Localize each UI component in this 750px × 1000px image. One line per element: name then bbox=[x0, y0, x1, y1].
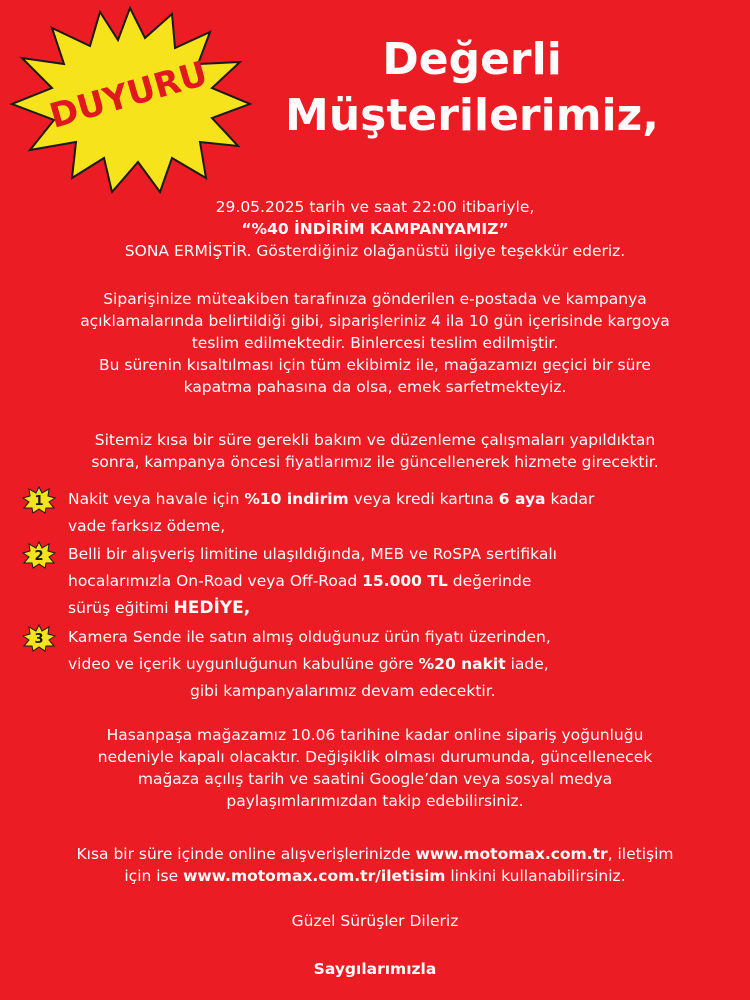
list-text: hocalarımızla On-Road veya Off-Road bbox=[68, 572, 363, 590]
list-item-line bbox=[68, 568, 531, 594]
maintenance-line-2: sonra, kampanya öncesi fiyatlarımız ile güncellenerek hizmete girecektir. bbox=[91, 453, 659, 471]
number-badge-icon bbox=[22, 486, 56, 514]
list-text: iade, bbox=[505, 655, 549, 673]
campaign-name: “%40 İNDİRİM KAMPANYAMIZ” bbox=[241, 220, 509, 238]
list-item-line bbox=[68, 486, 594, 512]
list-text: sürüş eğitimi bbox=[68, 599, 174, 617]
list-item-line: Kamera Sende ile satın almış olduğunuz ürün fiyatı üzerinden, bbox=[68, 628, 551, 646]
installment-highlight: 6 aya bbox=[498, 490, 546, 508]
discount-highlight: %10 indirim bbox=[244, 490, 349, 508]
store-line-4: paylaşımlarımızdan takip edebilirsiniz. bbox=[226, 792, 524, 810]
shipping-line-3: teslim edilmektedir. Binlercesi teslim edilmiştir. bbox=[191, 334, 559, 352]
number-badge-icon bbox=[22, 541, 56, 569]
store-line-1: Hasanpaşa mağazamız 10.06 tarihine kadar online sipariş yoğunluğu bbox=[106, 726, 644, 744]
list-text: veya kredi kartına bbox=[348, 490, 499, 508]
intro-line-1: 29.05.2025 tarih ve saat 22:00 itibariyle, bbox=[215, 198, 535, 216]
duyuru-badge-text: DUYURU bbox=[45, 53, 212, 137]
number-badge-text: 3 bbox=[34, 632, 44, 647]
number-badge-text: 1 bbox=[34, 494, 44, 509]
list-text: video ve içerik uygunluğunun kabulüne göre bbox=[68, 655, 419, 673]
contact-link[interactable]: www.motomax.com.tr/iletisim bbox=[183, 867, 446, 885]
online-paragraph bbox=[18, 843, 732, 887]
gift-highlight: HEDİYE, bbox=[173, 598, 251, 618]
store-line-2: nedeniyle kapalı olacaktır. Değişiklik olması durumunda, güncellenecek bbox=[97, 748, 653, 766]
intro-paragraph bbox=[18, 196, 732, 262]
title-line-2: Müşterilerimiz, bbox=[285, 90, 659, 141]
list-text: değerinde bbox=[447, 572, 532, 590]
duyuru-badge bbox=[0, 0, 260, 200]
shipping-line-5: kapatma pahasına da olsa, emek sarfetmekteyiz. bbox=[183, 378, 567, 396]
maintenance-paragraph bbox=[18, 429, 732, 473]
maintenance-line-1: Sitemiz kısa bir süre gerekli bakım ve düzenleme çalışmaları yapıldıktan bbox=[94, 431, 656, 449]
online-text: linkini kullanabilirsiniz. bbox=[445, 867, 626, 885]
closing-regards: Saygılarımızla bbox=[313, 960, 437, 978]
list-item-line: gibi kampanyalarımız devam edecektir. bbox=[190, 682, 496, 700]
online-text: , iletişim bbox=[607, 845, 674, 863]
shipping-line-4: Bu sürenin kısaltılması için tüm ekibimiz ile, mağazamızı geçici bir süre bbox=[99, 356, 651, 374]
number-badge-text: 2 bbox=[34, 549, 44, 564]
online-text: Kısa bir süre içinde online alışverişlerinizde bbox=[76, 845, 416, 863]
list-item-line: Belli bir alışveriş limitine ulaşıldığında, MEB ve RoSPA sertifikalı bbox=[68, 545, 557, 563]
title-line-1: Değerli bbox=[382, 34, 562, 85]
shipping-line-2: açıklamalarında belirtildiği gibi, siparişleriniz 4 ila 10 gün içerisinde kargoya bbox=[80, 312, 670, 330]
list-text: kadar bbox=[545, 490, 595, 508]
list-text: Nakit veya havale için bbox=[68, 490, 245, 508]
shipping-paragraph bbox=[18, 288, 732, 398]
amount-highlight: 15.000 TL bbox=[362, 572, 448, 590]
shipping-line-1: Siparişinize müteakiben tarafınıza gönderilen e-postada ve kampanya bbox=[103, 290, 647, 308]
page-title bbox=[262, 32, 682, 144]
store-line-3: mağaza açılış tarih ve saatini Google’dan veya sosyal medya bbox=[137, 770, 613, 788]
list-item-line bbox=[68, 595, 250, 621]
number-badge-icon bbox=[22, 624, 56, 652]
list-item-line: vade farksız ödeme, bbox=[68, 517, 226, 535]
online-text: için ise bbox=[124, 867, 184, 885]
closing-wish: Güzel Sürüşler Dileriz bbox=[291, 912, 459, 930]
website-link[interactable]: www.motomax.com.tr bbox=[415, 845, 608, 863]
cashback-highlight: %20 nakit bbox=[418, 655, 506, 673]
list-item-line bbox=[68, 651, 549, 677]
store-paragraph bbox=[18, 724, 732, 812]
intro-line-3: SONA ERMİŞTİR. Gösterdiğiniz olağanüstü ilgiye teşekkür ederiz. bbox=[124, 242, 626, 260]
